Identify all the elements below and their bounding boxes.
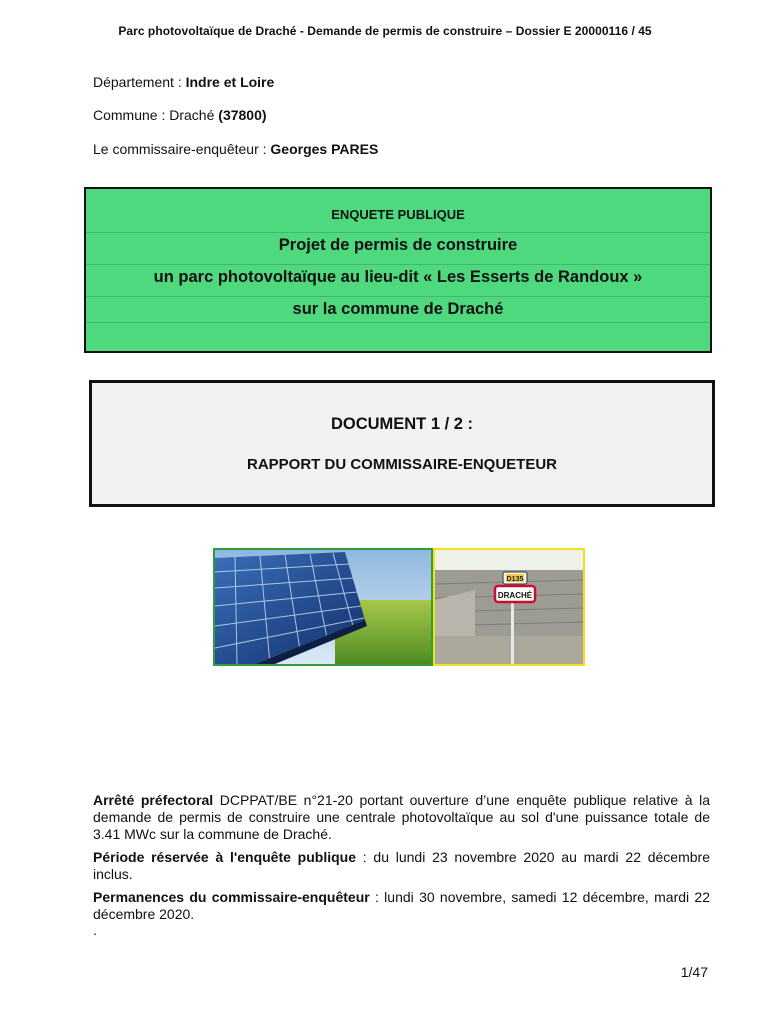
commune-value: (37800) [218,107,267,123]
arrete-paragraph [93,792,710,843]
banner-line-1: Projet de permis de construire [278,236,518,254]
periode-text: : du lundi 23 novembre 2020 au mardi 22 décembre inclus. [93,849,710,882]
departement-line [93,74,274,90]
banner-line-2: un parc photovoltaïque au lieu-dit « Les Esserts de Randoux » [153,268,643,286]
document-title: RAPPORT DU COMMISSAIRE-ENQUETEUR [246,456,557,473]
page-header: Parc photovoltaïque de Draché - Demande de permis de construire – Dossier E 20000116 / 45 [118,24,652,38]
town-sign-text: DRACHÉ [497,591,533,600]
commissaire-line [93,141,378,157]
enquete-banner [84,187,712,353]
commune-line [93,107,267,123]
solar-panels-photo [213,548,433,666]
permanences-paragraph [93,889,710,923]
periode-label: Période réservée à l'enquête publique [93,849,356,865]
departement-label: Département : [93,74,186,90]
document-number: DOCUMENT 1 / 2 : [330,415,474,433]
permanences-text: : lundi 30 novembre, samedi 12 décembre, mardi 22 décembre 2020. [93,889,710,922]
arrete-label: Arrêté préfectoral [93,792,214,808]
road-number-text: D135 [506,576,524,583]
drache-sign-photo [433,548,585,666]
banner-line-3: sur la commune de Draché [292,300,504,318]
page-number: 1/47 [680,964,708,980]
cover-images [213,548,585,666]
arrete-text: DCPPAT/BE n°21-20 portant ouverture d’une enquête publique relative à la demande de permis de construire une centrale photovoltaïque au sol d'une puissance totale de 3.41 MWc sur la commune de Draché. [93,792,710,842]
commune-label: Commune : Draché [93,107,219,123]
trailing-dot: . [93,922,97,938]
banner-small-title: ENQUETE PUBLIQUE [331,207,465,222]
periode-paragraph [93,849,710,883]
commissaire-value: Georges PARES [270,141,379,157]
permanences-label: Permanences du commissaire-enquêteur [93,889,370,905]
departement-value: Indre et Loire [185,74,275,90]
commissaire-label: Le commissaire-enquêteur : [93,141,271,157]
document-box [89,380,715,507]
